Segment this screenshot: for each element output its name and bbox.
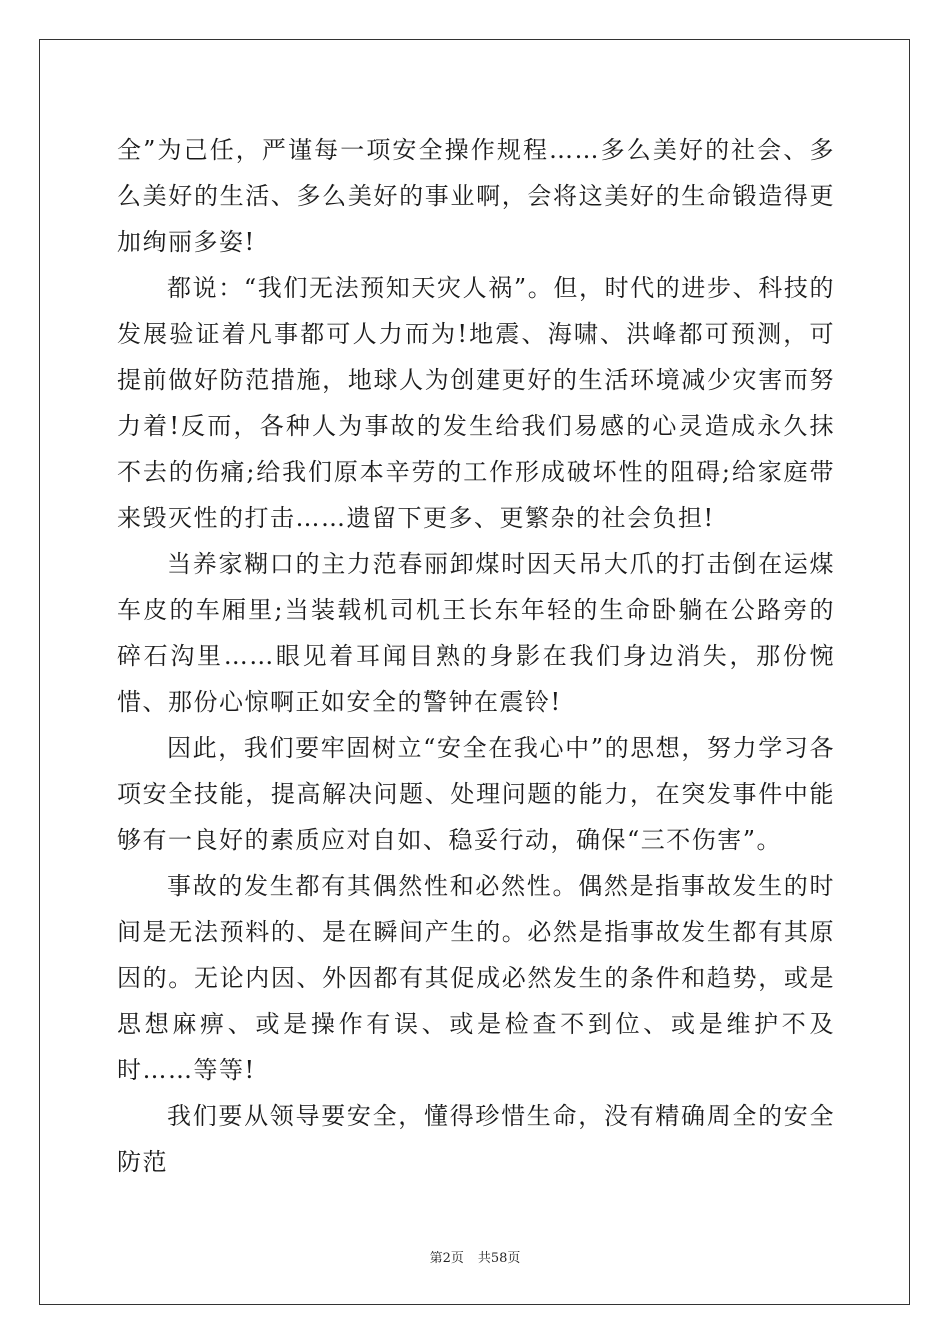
page-number: 第2页 <box>429 1251 464 1266</box>
paragraph-2: 都说：“我们无法预知天灾人祸”。但，时代的进步、科技的发展验证着凡事都可人力而为!地震、海啸、洪峰都可预测，可提前做好防范措施，地球人为创建更好的生活环境减少灾害而努力着!反而，各种人为事故的发生给我们易感的心灵造成永久抹不去的伤痛;给我们原本辛劳的工作形成破坏性的阻碍;给家庭带来毁灭性的打击……遗留下更多、更繁杂的社会负担! <box>117 274 835 532</box>
page-footer <box>0 1247 950 1266</box>
paragraph-1: 全”为己任，严谨每一项安全操作规程……多么美好的社会、多么美好的生活、多么美好的事业啊，会将这美好的生命锻造得更加绚丽多姿! <box>117 136 835 256</box>
page-total: 共58页 <box>477 1251 521 1266</box>
paragraph-5: 事故的发生都有其偶然性和必然性。偶然是指事故发生的时间是无法预料的、是在瞬间产生的。必然是指事故发生都有其原因的。无论内因、外因都有其促成必然发生的条件和趋势，或是思想麻痹、或是操作有误、或是检查不到位、或是维护不及时……等等! <box>117 872 835 1084</box>
paragraph-4: 因此，我们要牢固树立“安全在我心中”的思想，努力学习各项安全技能，提高解决问题、处理问题的能力，在突发事件中能够有一良好的素质应对自如、稳妥行动，确保“三不伤害”。 <box>117 734 835 854</box>
document-body <box>117 127 835 1185</box>
paragraph-3: 当养家糊口的主力范春丽卸煤时因天吊大爪的打击倒在运煤车皮的车厢里;当装载机司机王长东年轻的生命卧躺在公路旁的碎石沟里……眼见着耳闻目熟的身影在我们身边消失，那份惋惜、那份心惊啊正如安全的警钟在震铃! <box>117 550 835 716</box>
paragraph-6: 我们要从领导要安全，懂得珍惜生命，没有精确周全的安全防范 <box>117 1102 835 1176</box>
